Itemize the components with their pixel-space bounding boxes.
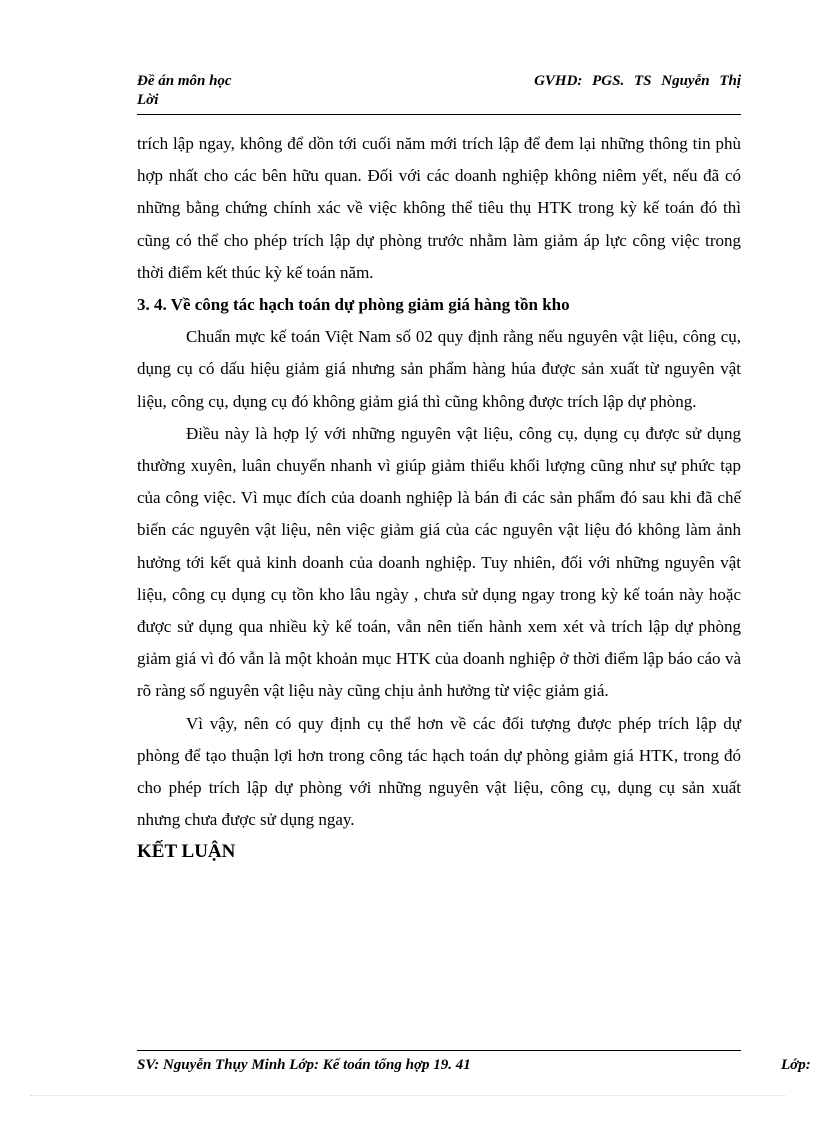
paragraph-1: trích lập ngay, không để dồn tới cuối năm mới trích lập để đem lại những thông tin phù hợp nhất cho các bên hữu quan. Đối với các doanh nghiệp không niêm yết, nếu đã có những bằng chứng chính xác về việc không thể tiêu thụ HTK trong kỳ kế toán đó thì cũng có thể cho phép trích lập dự phòng trước nhằm làm giảm áp lực công việc trong thời điểm kết thúc kỳ kế toán năm. bbox=[137, 134, 741, 282]
paragraph-4: Vì vậy, nên có quy định cụ thể hơn về các đối tượng được phép trích lập dự phòng để tạo thuận lợi hơn trong công tác hạch toán dự phòng giảm giá HTK, trong đó cho phép trích lập dự phòng với những nguyên vật liệu, công cụ, dụng cụ sản xuất nhưng chưa được sử dụng ngay. bbox=[137, 713, 741, 830]
header-supervisor-continued: Lời bbox=[137, 92, 159, 108]
footer-student-info: SV: Nguyễn Thụy Minh Lớp: Kế toán tổng hợp 19. 41 bbox=[137, 1057, 471, 1073]
page-header bbox=[137, 72, 741, 115]
footer-class-label: Lớp: bbox=[781, 1057, 811, 1073]
page-bottom-dotted-line bbox=[30, 1095, 786, 1096]
paragraph-2: Chuẩn mực kế toán Việt Nam số 02 quy định rằng nếu nguyên vật liệu, công cụ, dụng cụ có dấu hiệu giảm giá nhưng sản phẩm hàng húa được sản xuất từ nguyên vật liệu, công cụ, dụng cụ đó không giảm giá thì cũng không được trích lập dự phòng. bbox=[137, 327, 741, 411]
conclusion-heading: KẾT LUẬN bbox=[137, 841, 236, 863]
header-course-title: Đề án môn học bbox=[137, 73, 232, 89]
section-heading: 3. 4. Về công tác hạch toán dự phòng giảm giá hàng tồn kho bbox=[137, 295, 570, 315]
header-supervisor: GVHD: PGS. TS Nguyễn Thị bbox=[534, 73, 741, 89]
page-body bbox=[137, 128, 741, 868]
footer-divider bbox=[137, 1050, 741, 1051]
paragraph-3: Điều này là hợp lý với những nguyên vật liệu, công cụ, dụng cụ được sử dụng thường xuyên, luân chuyển nhanh vì giúp giảm thiểu khối lượng cũng như sự phức tạp của công việc. Vì mục đích của doanh nghiệp là bán đi các sản phẩm đó sau khi đã chế biến các nguyên vật liệu, nên việc giảm giá của các nguyên vật liệu đó không làm ảnh hưởng tới kết quả kinh doanh của doanh nghiệp. Tuy nhiên, đối với những nguyên vật liệu, công cụ dụng cụ tồn kho lâu ngày , chưa sử dụng ngay trong kỳ kế toán này hoặc được sử dụng qua nhiều kỳ kế toán, vẫn nên tiến hành xem xét và trích lập dự phòng giảm giá vì đó vẫn là một khoản mục HTK của doanh nghiệp ở thời điểm lập báo cáo và rõ ràng số nguyên vật liệu này cũng chịu ảnh hưởng từ việc giảm giá. bbox=[137, 423, 741, 701]
